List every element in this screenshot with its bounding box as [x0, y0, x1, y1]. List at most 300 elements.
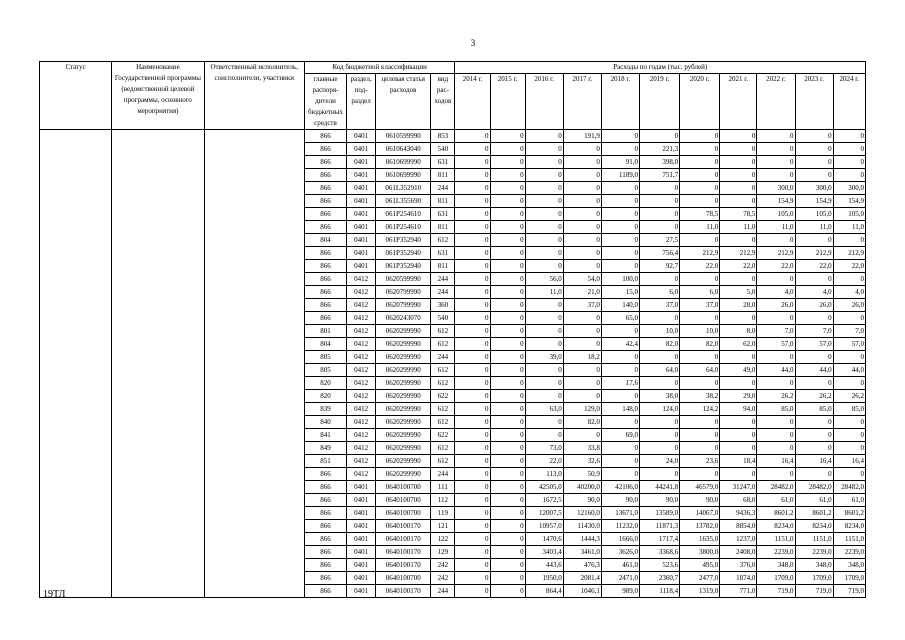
code-cell: 866: [304, 156, 346, 169]
amount-cell: 221,3: [640, 143, 680, 156]
amount-cell: 0: [795, 130, 833, 143]
amount-cell: 0: [490, 312, 525, 325]
code-cell: 0401: [347, 585, 376, 598]
code-cell: 0620299990: [376, 429, 431, 442]
amount-cell: 0: [455, 403, 490, 416]
amount-cell: 0: [455, 234, 490, 247]
amount-cell: 26,2: [833, 390, 865, 403]
amount-cell: 0: [455, 442, 490, 455]
amount-cell: 57,0: [795, 338, 833, 351]
amount-cell: 0: [640, 351, 680, 364]
code-cell: 0412: [347, 351, 376, 364]
amount-cell: 23,6: [680, 455, 720, 468]
amount-cell: 0: [601, 208, 639, 221]
code-cell: 866: [304, 130, 346, 143]
code-cell: 0640100170: [376, 546, 431, 559]
amount-cell: 0: [490, 572, 525, 585]
amount-cell: 0: [833, 442, 865, 455]
amount-cell: 100,0: [601, 273, 639, 286]
amount-cell: 3368,6: [640, 546, 680, 559]
amount-cell: 0: [490, 143, 525, 156]
amount-cell: 0: [833, 468, 865, 481]
header-year: 2017 г.: [563, 74, 601, 130]
amount-cell: 15,0: [601, 286, 639, 299]
amount-cell: 0: [601, 325, 639, 338]
amount-cell: 37,0: [680, 299, 720, 312]
amount-cell: 1237,0: [720, 533, 757, 546]
amount-cell: 0: [490, 221, 525, 234]
amount-cell: 0: [525, 312, 563, 325]
amount-cell: 0: [455, 312, 490, 325]
amount-cell: 18,4: [720, 455, 757, 468]
amount-cell: 0: [563, 312, 601, 325]
code-cell: 866: [304, 520, 346, 533]
amount-cell: 0: [680, 416, 720, 429]
amount-cell: 1444,3: [563, 533, 601, 546]
amount-cell: 0: [525, 260, 563, 273]
amount-cell: 22,0: [795, 260, 833, 273]
amount-cell: 3800,0: [680, 546, 720, 559]
amount-cell: 46579,0: [680, 481, 720, 494]
amount-cell: 64,0: [640, 364, 680, 377]
code-cell: 0640100700: [376, 494, 431, 507]
header-year: 2023 г.: [795, 74, 833, 130]
amount-cell: 0: [563, 182, 601, 195]
code-cell: 360: [431, 299, 455, 312]
code-cell: 0620299990: [376, 325, 431, 338]
amount-cell: 0: [455, 156, 490, 169]
code-cell: 866: [304, 273, 346, 286]
amount-cell: 1151,0: [833, 533, 865, 546]
amount-cell: 0: [795, 429, 833, 442]
amount-cell: 719,0: [833, 585, 865, 598]
amount-cell: 0: [455, 390, 490, 403]
amount-cell: 0: [640, 442, 680, 455]
amount-cell: 4,0: [757, 286, 795, 299]
amount-cell: 82,0: [680, 338, 720, 351]
amount-cell: 476,3: [563, 559, 601, 572]
header-target-item: целевая статья расходов: [376, 74, 431, 130]
amount-cell: 7,0: [757, 325, 795, 338]
code-cell: 0401: [347, 494, 376, 507]
code-cell: 612: [431, 338, 455, 351]
code-cell: 0412: [347, 338, 376, 351]
amount-cell: 0: [525, 221, 563, 234]
amount-cell: 90,0: [563, 494, 601, 507]
amount-cell: 0: [525, 208, 563, 221]
code-cell: 0412: [347, 325, 376, 338]
amount-cell: 16,4: [833, 455, 865, 468]
amount-cell: 0: [757, 442, 795, 455]
amount-cell: 0: [720, 195, 757, 208]
amount-cell: 0: [455, 247, 490, 260]
amount-cell: 0: [640, 273, 680, 286]
code-cell: 0620299990: [376, 455, 431, 468]
amount-cell: 0: [640, 130, 680, 143]
header-program-name: Наименование Государственной программы (ведомственной целевой программы, основного мероприятия): [112, 62, 204, 130]
code-cell: 612: [431, 442, 455, 455]
amount-cell: 0: [563, 390, 601, 403]
code-cell: 612: [431, 455, 455, 468]
amount-cell: 0: [757, 429, 795, 442]
code-cell: 0401: [347, 546, 376, 559]
code-cell: 0620299990: [376, 416, 431, 429]
amount-cell: 11871,3: [640, 520, 680, 533]
amount-cell: 42505,0: [525, 481, 563, 494]
amount-cell: 0: [455, 520, 490, 533]
code-cell: 0620599990: [376, 273, 431, 286]
amount-cell: 0: [455, 221, 490, 234]
amount-cell: 0: [680, 195, 720, 208]
amount-cell: 0: [680, 182, 720, 195]
amount-cell: 0: [720, 351, 757, 364]
code-cell: 866: [304, 260, 346, 273]
amount-cell: 38,2: [680, 390, 720, 403]
amount-cell: 348,0: [757, 559, 795, 572]
code-cell: 0401: [347, 247, 376, 260]
amount-cell: 90,0: [601, 494, 639, 507]
header-budget-code: Код бюджетной классификации: [304, 62, 455, 74]
code-cell: 0401: [347, 572, 376, 585]
amount-cell: 0: [563, 169, 601, 182]
amount-cell: 17,6: [601, 377, 639, 390]
code-cell: 612: [431, 377, 455, 390]
amount-cell: 78,5: [720, 208, 757, 221]
amount-cell: 148,0: [601, 403, 639, 416]
amount-cell: 7,0: [833, 325, 865, 338]
amount-cell: 42106,0: [601, 481, 639, 494]
amount-cell: 0: [563, 208, 601, 221]
amount-cell: 0: [720, 130, 757, 143]
amount-cell: 0: [455, 130, 490, 143]
amount-cell: 864,4: [525, 585, 563, 598]
amount-cell: 0: [455, 299, 490, 312]
amount-cell: 11,0: [525, 286, 563, 299]
header-year: 2021 г.: [720, 74, 757, 130]
amount-cell: 0: [455, 325, 490, 338]
amount-cell: 61,0: [833, 494, 865, 507]
amount-cell: 0: [455, 546, 490, 559]
amount-cell: 0: [795, 234, 833, 247]
amount-cell: 85,0: [833, 403, 865, 416]
code-cell: 0412: [347, 390, 376, 403]
amount-cell: 2408,0: [720, 546, 757, 559]
amount-cell: 2081,4: [563, 572, 601, 585]
amount-cell: 0: [795, 377, 833, 390]
code-cell: 0620799990: [376, 286, 431, 299]
amount-cell: 8234,0: [795, 520, 833, 533]
amount-cell: 82,0: [640, 338, 680, 351]
amount-cell: 0: [455, 585, 490, 598]
amount-cell: 0: [833, 169, 865, 182]
table-row: [40, 130, 866, 143]
code-cell: 612: [431, 234, 455, 247]
amount-cell: 0: [490, 169, 525, 182]
amount-cell: 0: [601, 468, 639, 481]
amount-cell: 1709,0: [833, 572, 865, 585]
amount-cell: 0: [757, 351, 795, 364]
code-cell: 0412: [347, 455, 376, 468]
amount-cell: 0: [455, 533, 490, 546]
amount-cell: 771,0: [720, 585, 757, 598]
amount-cell: 69,0: [601, 429, 639, 442]
amount-cell: 0: [490, 273, 525, 286]
amount-cell: 751,7: [640, 169, 680, 182]
code-cell: 612: [431, 416, 455, 429]
amount-cell: 54,0: [563, 273, 601, 286]
amount-cell: 0: [490, 338, 525, 351]
amount-cell: 44,0: [833, 364, 865, 377]
amount-cell: 0: [525, 364, 563, 377]
code-cell: 0640100700: [376, 572, 431, 585]
amount-cell: 495,0: [680, 559, 720, 572]
amount-cell: 0: [490, 377, 525, 390]
amount-cell: 1874,0: [720, 572, 757, 585]
amount-cell: 0: [563, 143, 601, 156]
amount-cell: 27,5: [640, 234, 680, 247]
amount-cell: 0: [720, 416, 757, 429]
amount-cell: 0: [640, 468, 680, 481]
amount-cell: 0: [490, 234, 525, 247]
amount-cell: 212,9: [757, 247, 795, 260]
amount-cell: 0: [563, 221, 601, 234]
amount-cell: 82,0: [563, 416, 601, 429]
code-cell: 0610599990: [376, 130, 431, 143]
code-cell: 0401: [347, 234, 376, 247]
amount-cell: 22,0: [833, 260, 865, 273]
amount-cell: 0: [455, 507, 490, 520]
code-cell: 122: [431, 533, 455, 546]
amount-cell: 32,6: [563, 455, 601, 468]
amount-cell: 0: [490, 481, 525, 494]
code-cell: 622: [431, 390, 455, 403]
code-cell: 866: [304, 585, 346, 598]
code-cell: 0401: [347, 169, 376, 182]
amount-cell: 0: [455, 286, 490, 299]
amount-cell: 124,0: [640, 403, 680, 416]
code-cell: 0401: [347, 130, 376, 143]
amount-cell: 21,0: [563, 286, 601, 299]
amount-cell: 57,0: [833, 338, 865, 351]
header-year: 2015 г.: [490, 74, 525, 130]
amount-cell: 73,0: [525, 442, 563, 455]
amount-cell: 1046,1: [563, 585, 601, 598]
amount-cell: 0: [490, 130, 525, 143]
code-cell: 0412: [347, 416, 376, 429]
code-cell: 129: [431, 546, 455, 559]
amount-cell: 0: [490, 325, 525, 338]
amount-cell: 1118,4: [640, 585, 680, 598]
amount-cell: 0: [601, 130, 639, 143]
amount-cell: 13589,0: [640, 507, 680, 520]
amount-cell: 719,0: [795, 585, 833, 598]
amount-cell: 124,2: [680, 403, 720, 416]
amount-cell: 461,0: [601, 559, 639, 572]
amount-cell: 0: [680, 351, 720, 364]
code-cell: 820: [304, 390, 346, 403]
amount-cell: 212,9: [720, 247, 757, 260]
header-section: раздел, под-раздел: [347, 74, 376, 130]
amount-cell: 12007,5: [525, 507, 563, 520]
amount-cell: 0: [720, 312, 757, 325]
amount-cell: 0: [601, 234, 639, 247]
amount-cell: 1189,0: [601, 169, 639, 182]
amount-cell: 63,0: [525, 403, 563, 416]
amount-cell: 0: [490, 247, 525, 260]
amount-cell: 0: [757, 169, 795, 182]
amount-cell: 11,0: [833, 221, 865, 234]
code-cell: 805: [304, 351, 346, 364]
code-cell: 0401: [347, 559, 376, 572]
amount-cell: 0: [455, 572, 490, 585]
code-cell: 866: [304, 481, 346, 494]
code-cell: 866: [304, 468, 346, 481]
amount-cell: 0: [563, 247, 601, 260]
code-cell: 0620299990: [376, 390, 431, 403]
amount-cell: 300,0: [795, 182, 833, 195]
amount-cell: 0: [680, 143, 720, 156]
amount-cell: 0: [490, 507, 525, 520]
amount-cell: 0: [455, 143, 490, 156]
amount-cell: 1635,0: [680, 533, 720, 546]
amount-cell: 0: [680, 234, 720, 247]
code-cell: 804: [304, 234, 346, 247]
amount-cell: 0: [490, 585, 525, 598]
header-year: 2018 г.: [601, 74, 639, 130]
amount-cell: 0: [757, 416, 795, 429]
code-cell: 112: [431, 494, 455, 507]
amount-cell: 0: [525, 169, 563, 182]
code-cell: 0610699990: [376, 156, 431, 169]
header-year: 2019 г.: [640, 74, 680, 130]
amount-cell: 0: [525, 130, 563, 143]
code-cell: 612: [431, 364, 455, 377]
amount-cell: 154,9: [833, 195, 865, 208]
amount-cell: 0: [640, 377, 680, 390]
code-cell: 0620299990: [376, 403, 431, 416]
amount-cell: 0: [490, 403, 525, 416]
header-executor: Ответственный исполнитель, соисполнители, участники: [204, 62, 304, 130]
amount-cell: 29,0: [720, 390, 757, 403]
amount-cell: 68,0: [720, 494, 757, 507]
amount-cell: 1470,6: [525, 533, 563, 546]
amount-cell: 0: [601, 221, 639, 234]
amount-cell: 1709,0: [757, 572, 795, 585]
code-cell: 866: [304, 286, 346, 299]
amount-cell: 0: [640, 416, 680, 429]
amount-cell: 0: [720, 273, 757, 286]
code-cell: 121: [431, 520, 455, 533]
code-cell: 0620299990: [376, 338, 431, 351]
code-cell: 811: [431, 195, 455, 208]
code-cell: 061P254610: [376, 221, 431, 234]
amount-cell: 0: [563, 377, 601, 390]
amount-cell: 0: [455, 377, 490, 390]
amount-cell: 0: [525, 416, 563, 429]
amount-cell: 11430,0: [563, 520, 601, 533]
code-cell: 0412: [347, 312, 376, 325]
code-cell: 866: [304, 299, 346, 312]
amount-cell: 24,0: [640, 455, 680, 468]
amount-cell: 0: [833, 273, 865, 286]
amount-cell: 16,4: [795, 455, 833, 468]
amount-cell: 42,4: [601, 338, 639, 351]
amount-cell: 0: [525, 429, 563, 442]
code-cell: 631: [431, 208, 455, 221]
amount-cell: 0: [525, 390, 563, 403]
amount-cell: 1717,4: [640, 533, 680, 546]
amount-cell: 0: [525, 195, 563, 208]
amount-cell: 0: [455, 169, 490, 182]
amount-cell: 0: [455, 481, 490, 494]
amount-cell: 0: [455, 182, 490, 195]
amount-cell: 1151,0: [795, 533, 833, 546]
amount-cell: 0: [720, 156, 757, 169]
amount-cell: 0: [757, 234, 795, 247]
code-cell: 853: [431, 130, 455, 143]
amount-cell: 0: [490, 351, 525, 364]
code-cell: 061P254610: [376, 208, 431, 221]
amount-cell: 10,0: [680, 325, 720, 338]
amount-cell: 0: [490, 429, 525, 442]
amount-cell: 14067,0: [680, 507, 720, 520]
amount-cell: 26,2: [795, 390, 833, 403]
amount-cell: 26,0: [757, 299, 795, 312]
amount-cell: 0: [455, 429, 490, 442]
amount-cell: 50,9: [563, 468, 601, 481]
code-cell: 0620299990: [376, 442, 431, 455]
amount-cell: 31247,0: [720, 481, 757, 494]
code-cell: 540: [431, 143, 455, 156]
amount-cell: 0: [833, 156, 865, 169]
code-cell: 242: [431, 572, 455, 585]
code-cell: 612: [431, 325, 455, 338]
amount-cell: 0: [455, 559, 490, 572]
code-cell: 0640100170: [376, 520, 431, 533]
code-cell: 244: [431, 351, 455, 364]
amount-cell: 0: [490, 156, 525, 169]
amount-cell: 2239,0: [757, 546, 795, 559]
amount-cell: 0: [601, 390, 639, 403]
amount-cell: 0: [795, 156, 833, 169]
amount-cell: 9436,3: [720, 507, 757, 520]
header-main-managers: главные распоря-дители бюджетных средств: [304, 74, 346, 130]
amount-cell: 49,0: [720, 364, 757, 377]
amount-cell: 0: [525, 338, 563, 351]
amount-cell: 78,5: [680, 208, 720, 221]
amount-cell: 0: [680, 468, 720, 481]
header-year: 2016 г.: [525, 74, 563, 130]
code-cell: 242: [431, 559, 455, 572]
amount-cell: 11,0: [757, 221, 795, 234]
code-cell: 0412: [347, 286, 376, 299]
code-cell: 849: [304, 442, 346, 455]
code-cell: 061L355690: [376, 195, 431, 208]
code-cell: 851: [304, 455, 346, 468]
table-body: [40, 130, 866, 598]
code-cell: 0620299990: [376, 377, 431, 390]
amount-cell: 11,0: [720, 221, 757, 234]
amount-cell: 40200,0: [563, 481, 601, 494]
amount-cell: 11,0: [795, 221, 833, 234]
amount-cell: 0: [525, 182, 563, 195]
amount-cell: 91,0: [601, 156, 639, 169]
amount-cell: 348,0: [833, 559, 865, 572]
code-cell: 061P352940: [376, 234, 431, 247]
amount-cell: 0: [757, 156, 795, 169]
amount-cell: 1709,0: [795, 572, 833, 585]
amount-cell: 0: [490, 364, 525, 377]
